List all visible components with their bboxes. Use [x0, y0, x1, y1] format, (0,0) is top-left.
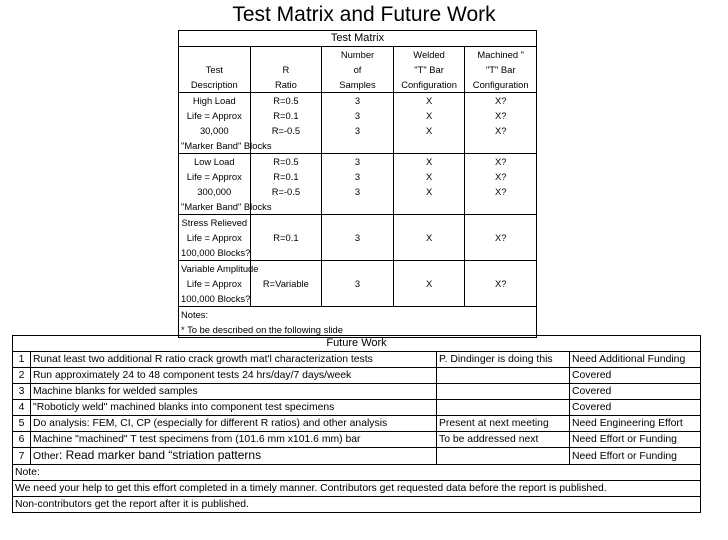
header-cell: Ratio — [250, 77, 322, 93]
header-cell: Number — [322, 47, 394, 63]
row-number: 7 — [13, 448, 31, 465]
table-cell — [322, 261, 394, 277]
owner-cell: Present at next meeting — [437, 416, 570, 432]
header-cell: Test — [179, 62, 251, 77]
table-cell — [465, 138, 537, 154]
table-cell: R=-0.5 — [250, 123, 322, 138]
note-line-2: Non-contributors get the report after it is published. — [13, 497, 701, 513]
table-cell: Life = Approx — [179, 169, 251, 184]
notes-label: Notes: — [179, 307, 537, 323]
table-cell: 3 — [322, 230, 394, 245]
table-cell: Life = Approx — [179, 108, 251, 123]
table-row — [179, 230, 537, 245]
table-cell: 3 — [322, 154, 394, 170]
table-row — [179, 261, 537, 277]
status-cell: Covered — [570, 368, 701, 384]
row-number: 6 — [13, 432, 31, 448]
table-cell: "Marker Band" Blocks — [179, 138, 251, 154]
table-cell: X? — [465, 108, 537, 123]
table-cell: X? — [465, 276, 537, 291]
table-cell: R=0.1 — [250, 230, 322, 245]
table-cell: 100,000 Blocks? — [179, 245, 251, 261]
table-row — [13, 416, 701, 432]
table-row — [179, 154, 537, 170]
future-work-title: Future Work — [13, 336, 701, 352]
row-number: 1 — [13, 352, 31, 368]
test-matrix-title: Test Matrix — [179, 31, 537, 47]
header-cell: Configuration — [393, 77, 465, 93]
table-cell: X? — [465, 169, 537, 184]
table-cell — [393, 261, 465, 277]
owner-cell — [437, 400, 570, 416]
table-cell: X — [393, 169, 465, 184]
table-row — [13, 448, 701, 465]
header-cell: Configuration — [465, 77, 537, 93]
table-cell — [322, 138, 394, 154]
table-cell: 100,000 Blocks? — [179, 291, 251, 307]
task-extra: : Read marker band “striation patterns — [59, 448, 262, 462]
table-cell — [465, 245, 537, 261]
table-cell: 3 — [322, 123, 394, 138]
table-cell: X — [393, 276, 465, 291]
table-row — [179, 276, 537, 291]
table-row — [179, 291, 537, 307]
table-cell — [322, 291, 394, 307]
table-cell — [250, 261, 322, 277]
table-cell: X? — [465, 184, 537, 199]
note-label: Note: — [13, 465, 701, 481]
owner-cell: To be addressed next — [437, 432, 570, 448]
header-cell: Machined " — [465, 47, 537, 63]
table-cell: X? — [465, 93, 537, 109]
table-row — [179, 245, 537, 261]
table-cell: 3 — [322, 108, 394, 123]
header-cell: Description — [179, 77, 251, 93]
table-cell: X — [393, 108, 465, 123]
owner-cell — [437, 384, 570, 400]
table-row — [13, 384, 701, 400]
table-row — [179, 108, 537, 123]
note-line-1: We need your help to get this effort completed in a timely manner. Contributors get requested data before the report is published. — [13, 481, 701, 497]
table-row — [179, 138, 537, 154]
table-row — [179, 169, 537, 184]
table-cell — [250, 215, 322, 231]
table-cell — [322, 245, 394, 261]
header-cell — [179, 47, 251, 63]
status-cell: Need Effort or Funding — [570, 448, 701, 465]
table-cell — [465, 291, 537, 307]
header-cell: "T" Bar — [393, 62, 465, 77]
table-cell: X? — [465, 123, 537, 138]
table-cell: 300,000 — [179, 184, 251, 199]
task-cell: Machine "machined" T test specimens from (101.6 mm x101.6 mm) bar — [31, 432, 437, 448]
table-cell — [322, 215, 394, 231]
table-cell: R=0.5 — [250, 154, 322, 170]
row-number: 3 — [13, 384, 31, 400]
task-cell — [31, 448, 437, 465]
table-row — [13, 400, 701, 416]
table-cell — [393, 138, 465, 154]
table-cell: X — [393, 123, 465, 138]
owner-cell: P. Dindinger is doing this — [437, 352, 570, 368]
table-cell: X — [393, 93, 465, 109]
table-cell — [393, 215, 465, 231]
task-cell: "Roboticly weld" machined blanks into component test specimens — [31, 400, 437, 416]
table-cell — [393, 199, 465, 215]
table-cell: 3 — [322, 93, 394, 109]
table-row — [13, 432, 701, 448]
table-row — [179, 123, 537, 138]
future-work-table — [12, 335, 701, 513]
table-row — [179, 93, 537, 109]
header-cell — [250, 47, 322, 63]
table-cell: R=Variable — [250, 276, 322, 291]
table-cell: R=-0.5 — [250, 184, 322, 199]
table-cell — [393, 291, 465, 307]
table-row — [179, 184, 537, 199]
header-cell: of — [322, 62, 394, 77]
status-cell: Need Additional Funding — [570, 352, 701, 368]
table-row — [13, 368, 701, 384]
table-row — [179, 199, 537, 215]
row-number: 4 — [13, 400, 31, 416]
header-cell: R — [250, 62, 322, 77]
table-cell: X? — [465, 154, 537, 170]
table-cell: Life = Approx — [179, 276, 251, 291]
task-cell: Run approximately 24 to 48 component tests 24 hrs/day/7 days/week — [31, 368, 437, 384]
task-label: Other — [33, 451, 59, 462]
task-cell: Runat least two additional R ratio crack growth mat'l characterization tests — [31, 352, 437, 368]
owner-cell — [437, 368, 570, 384]
row-number: 5 — [13, 416, 31, 432]
table-cell: R=0.1 — [250, 108, 322, 123]
status-cell: Need Engineering Effort — [570, 416, 701, 432]
table-cell: 3 — [322, 184, 394, 199]
table-row — [179, 215, 537, 231]
table-cell: Life = Approx — [179, 230, 251, 245]
test-matrix-table — [178, 30, 537, 338]
table-cell — [465, 261, 537, 277]
table-cell: Low Load — [179, 154, 251, 170]
status-cell: Need Effort or Funding — [570, 432, 701, 448]
table-cell: 3 — [322, 169, 394, 184]
table-cell: "Marker Band" Blocks — [179, 199, 251, 215]
table-cell — [393, 245, 465, 261]
table-cell: Variable Amplitude — [179, 261, 251, 277]
table-cell — [322, 199, 394, 215]
table-cell: R=0.1 — [250, 169, 322, 184]
notes-text: * To be described on the following slide — [179, 322, 537, 338]
table-cell: Stress Relieved — [179, 215, 251, 231]
status-cell: Covered — [570, 400, 701, 416]
table-cell: X — [393, 154, 465, 170]
table-cell: X? — [465, 230, 537, 245]
header-cell: "T" Bar — [465, 62, 537, 77]
table-cell: R=0.5 — [250, 93, 322, 109]
table-row — [13, 352, 701, 368]
owner-cell — [437, 448, 570, 465]
table-cell: High Load — [179, 93, 251, 109]
table-cell — [465, 215, 537, 231]
page-title: Test Matrix and Future Work — [232, 3, 496, 26]
task-cell: Do analysis: FEM, CI, CP (especially for different R ratios) and other analysis — [31, 416, 437, 432]
table-cell — [250, 291, 322, 307]
table-cell — [250, 245, 322, 261]
table-cell: X — [393, 230, 465, 245]
row-number: 2 — [13, 368, 31, 384]
header-cell: Samples — [322, 77, 394, 93]
status-cell: Covered — [570, 384, 701, 400]
table-cell — [465, 199, 537, 215]
table-cell: X — [393, 184, 465, 199]
table-cell: 3 — [322, 276, 394, 291]
task-cell: Machine blanks for welded samples — [31, 384, 437, 400]
table-cell: 30,000 — [179, 123, 251, 138]
header-cell: Welded — [393, 47, 465, 63]
